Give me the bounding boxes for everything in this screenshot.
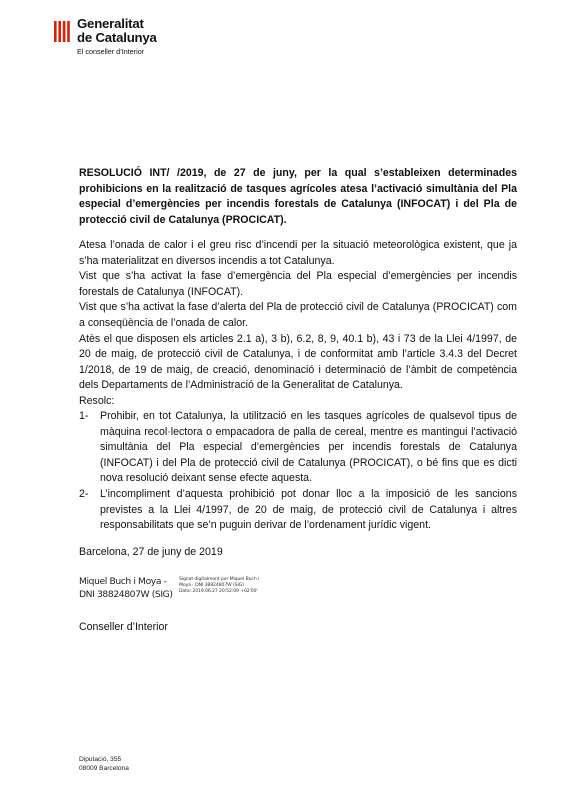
paragraph: Vist que s’ha activat la fase d’alerta del Pla de protecció civil de Catalunya (PROCICAT) com a conseqüència de l’onada de calor. (79, 301, 517, 329)
item-number: 2- (79, 487, 89, 500)
address-line2: 08009 Barcelona (79, 764, 129, 772)
org-name-line2: de Catalunya (77, 30, 157, 45)
footer-address (79, 756, 129, 773)
date-line: Barcelona, 27 de juny de 2019 (79, 546, 223, 558)
signer-title: Conseller d’Interior (79, 621, 168, 633)
signature-name-line1: Miquel Buch i Moya - (79, 576, 167, 587)
resolution-title: RESOLUCIÓ INT/ /2019, de 27 de juny, per la qual s’estableixen determinades prohibicions en la realització de tasques agrícoles atesa l’activació simultània del Pla especial d’emergències per incendis forestals de Catalunya (INFOCAT) i del Pla de protecció civil de Catalunya (PROCICAT). (79, 167, 517, 226)
signature-meta-line3: Data: 2019.06.27 20:52:09 +02'00' (179, 588, 258, 594)
org-name-line1: Generalitat (77, 16, 144, 31)
signature-meta-line2: Moya - DNI 38824807W (SIG) (179, 582, 244, 588)
signature-metadata (179, 577, 259, 594)
resolc-heading: Resolc: (79, 395, 115, 407)
address-line1: Diputació, 355 (79, 756, 122, 763)
org-name (77, 17, 157, 45)
paragraph: Vist que s’ha activat la fase d’emergència del Pla especial d’emergències per incendis forestals de Catalunya (INFOCAT). (79, 270, 517, 298)
recitals (79, 238, 517, 394)
signature-meta-line1: Signat digitalment per Miquel Buch i (179, 577, 260, 582)
paragraph: Atès el que disposen els articles 2.1 a), 3 b), 6.2, 8, 9, 40.1 b), 43 i 73 de la Llei 4/1997, de 20 de maig, de protecció civil de Catalunya, i de conformitat amb l’article 3.4.3 del Decret 1/2018, de 19 de maig, de creació, denominació i determinació de l’àmbit de competència dels Departaments de l’Administració de la Generalitat de Catalunya. (79, 332, 517, 392)
org-subtitle: El conseller d’Interior (77, 47, 145, 56)
paragraph: Atesa l’onada de calor i el greu risc d’incendi per la situació meteorològica existent, que ja s’ha materialitzat en diversos incendis a tot Catalunya. (79, 239, 517, 267)
generalitat-logo-icon (54, 21, 70, 42)
item-number: 1- (79, 410, 89, 422)
list-item (79, 409, 517, 487)
item-text: L’incompliment d’aquesta prohibició pot donar lloc a la imposició de les sancions previstes a la Llei 4/1997, de 20 de maig, de protecció civil de Catalunya i altres responsabilitats que se’n puguin derivar de l’ordenament jurídic vigent. (100, 487, 517, 532)
signature-name-line2: DNI 38824807W (SIG) (79, 588, 173, 600)
resolution-items (79, 409, 517, 534)
item-text: Prohibir, en tot Catalunya, la utilització en les tasques agrícoles de qualsevol tipus de màquina recol·lectora o empacadora de palla de cereal, mentre es mantingui l’activació simultània del Pla especial d’emergències per incendis forestals de Catalunya (INFOCAT) i del Pla de protecció civil de Catalunya (PROCICAT), o bé fins que es dicti nova resolució deixant sense efecte aquesta. (100, 410, 517, 485)
signature-name (79, 576, 173, 601)
list-item (79, 487, 517, 534)
